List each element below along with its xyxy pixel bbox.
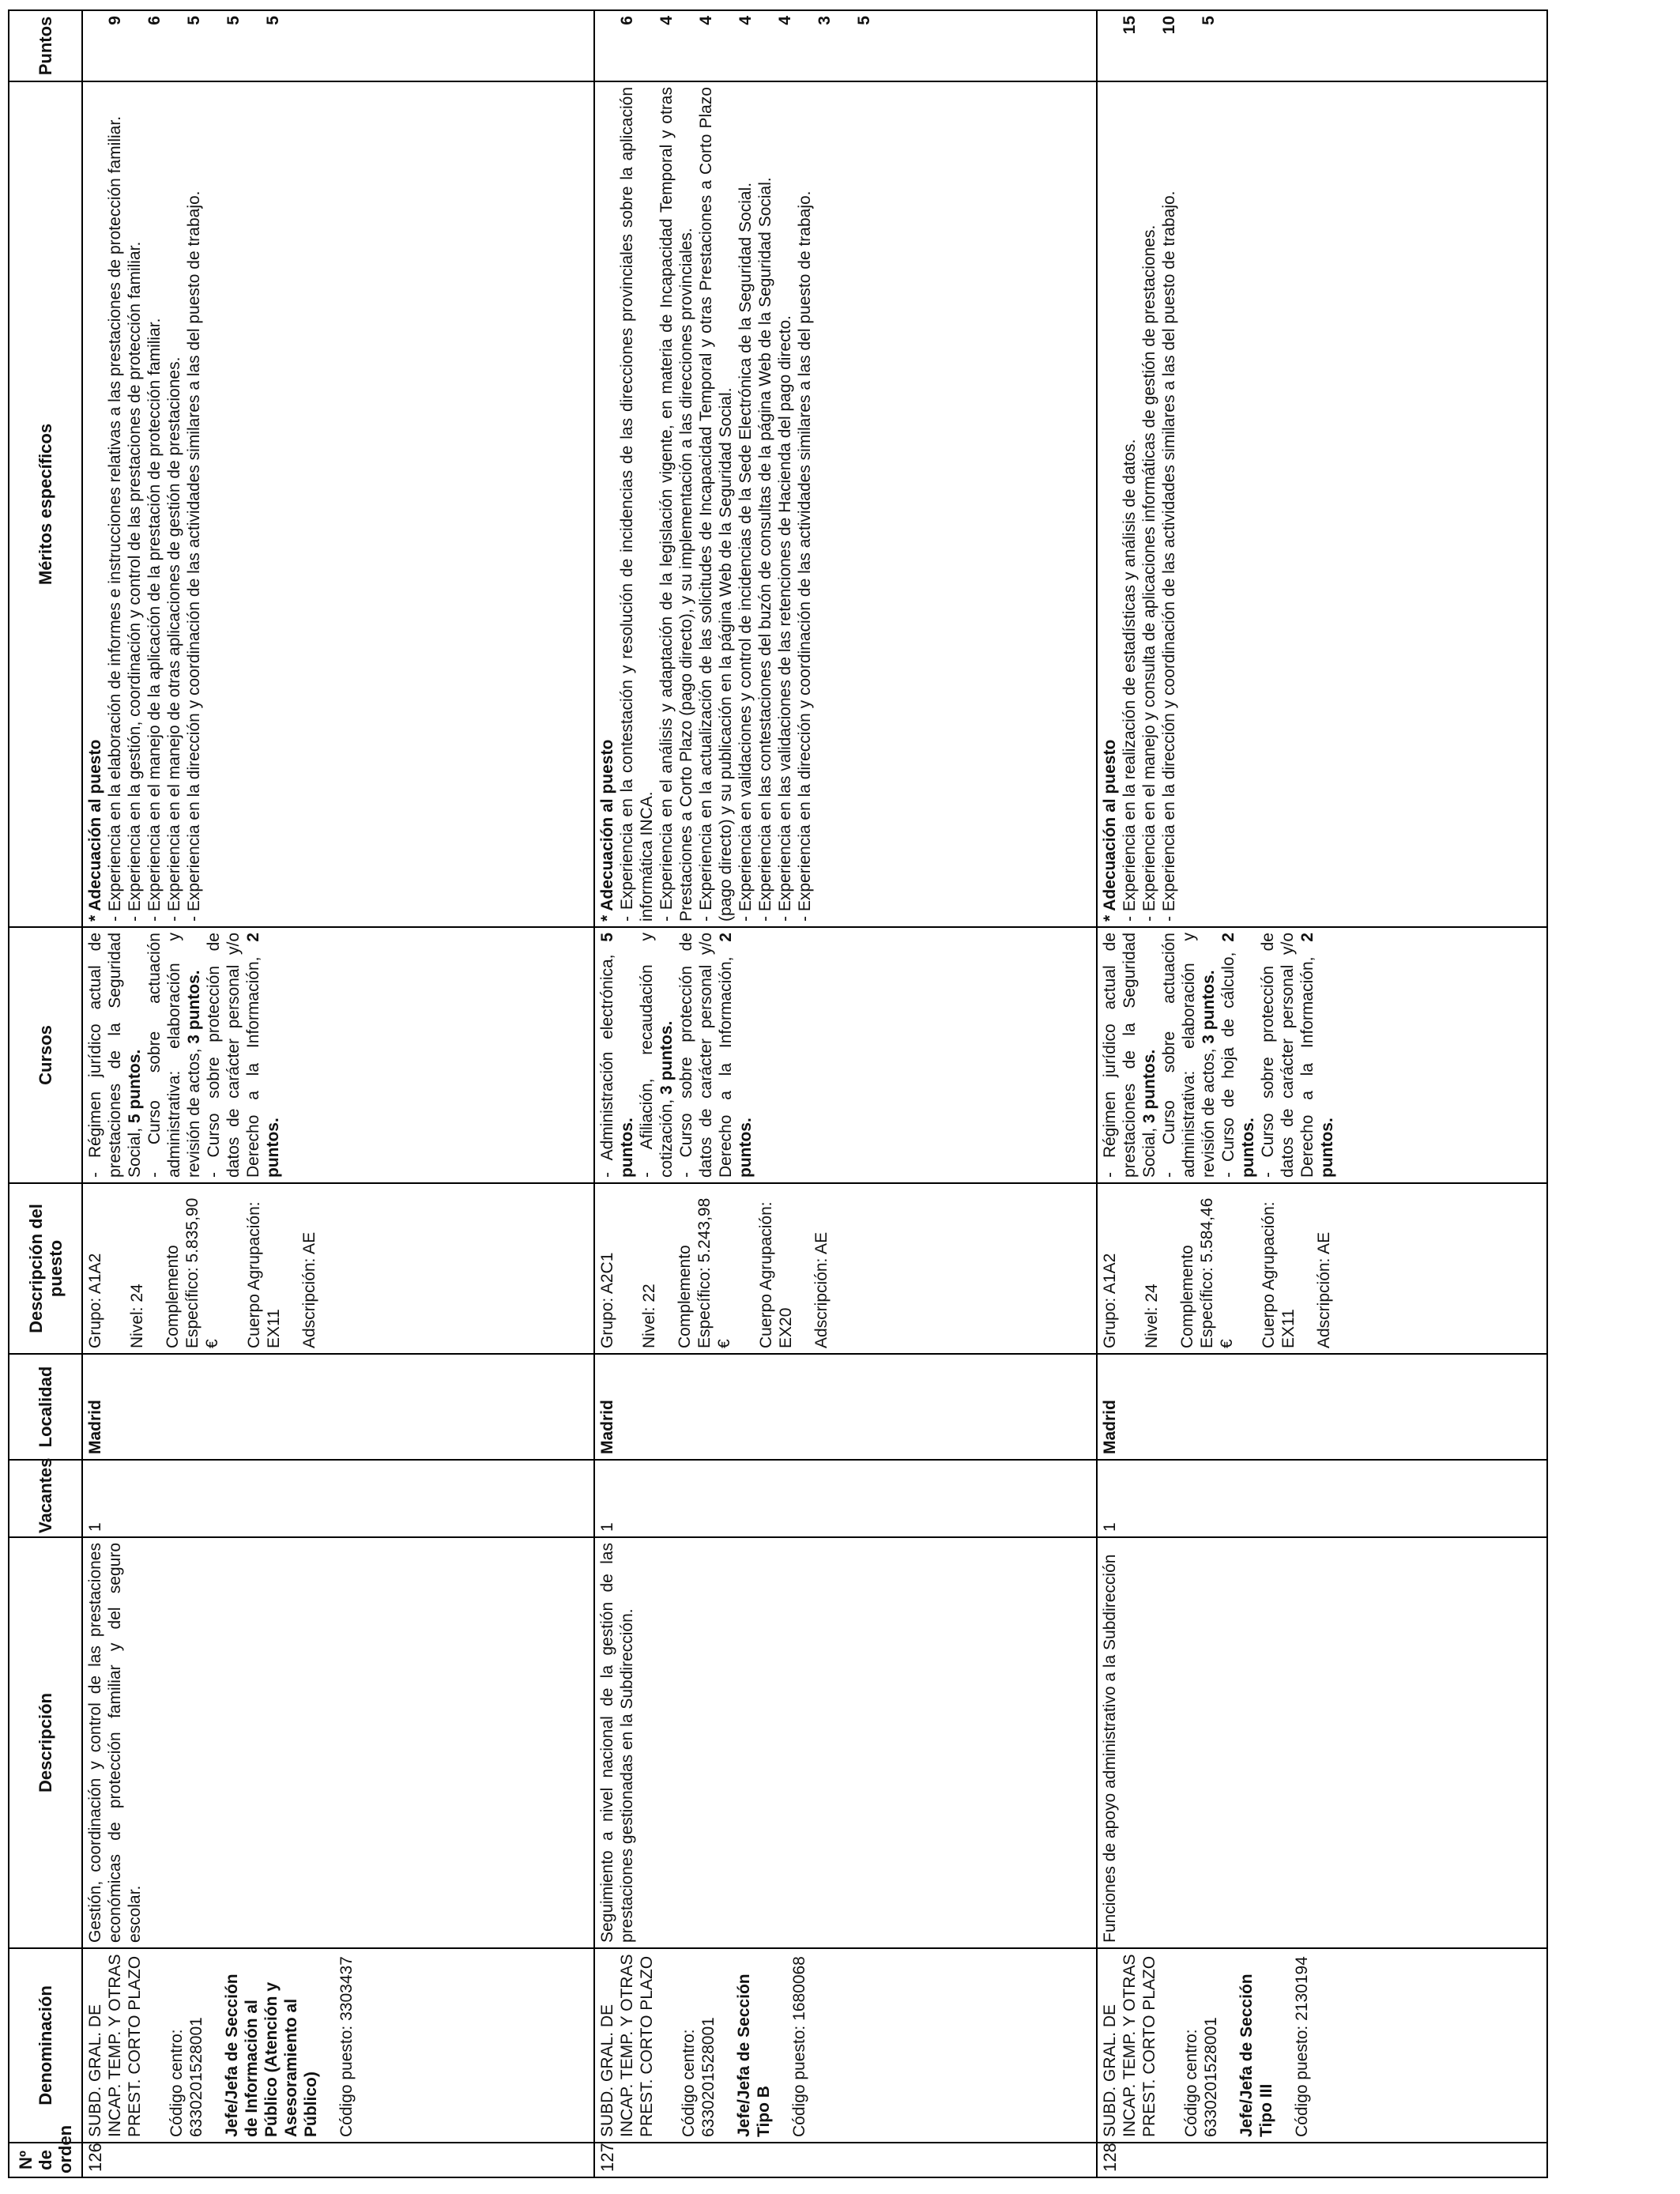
curso-text: - Curso sobre protección de datos de carácter personal y/o Derecho a la Información, <box>677 933 735 1178</box>
header-descripcion: Descripción <box>9 1537 82 1948</box>
localidad-cell: Madrid <box>594 1354 1097 1460</box>
merito-item: - Experiencia en el manejo y consulta de aplicaciones informáticas de gestión de prestaciones. <box>1140 224 1158 922</box>
orden-cell: 128 <box>1097 2143 1547 2177</box>
vacantes-cell: 1 <box>594 1460 1097 1537</box>
unidad-text: SUBD. GRAL. DE INCAP. TEMP. Y OTRAS PREST. CORTO PLAZO <box>1101 1954 1158 2137</box>
curso-points: 2 puntos. <box>244 933 282 1178</box>
merito-item: - Experiencia en el análisis y adaptación de la legislación vigente, en materia de Incapacidad Temporal y otras Prestaciones a Corto Plazo (pago directo), y su implementación a las direcciones provinciales. <box>657 87 695 922</box>
table-row <box>594 10 1097 2177</box>
vacancies-table <box>8 9 1548 2178</box>
descripcion-puesto-cell <box>82 1183 594 1354</box>
punto-value: 5 <box>855 16 873 25</box>
localidad-cell: Madrid <box>82 1354 594 1460</box>
codigo-puesto: Código puesto: 2130194 <box>1293 1956 1311 2137</box>
header-puntos: Puntos <box>9 10 82 81</box>
puesto-title: Jefe/Jefa de Sección Tipo B <box>735 1973 773 2137</box>
complemento-text: Complemento Específico: 5.835,90 € <box>164 1197 221 1348</box>
table-row <box>1097 10 1547 2177</box>
curso-item <box>1258 933 1337 1178</box>
merito-item: - Experiencia en las contestaciones del buzón de consultas de la página Web de la Seguridad Social. <box>756 177 774 922</box>
punto-value: 6 <box>618 16 636 25</box>
curso-points: 5 puntos. <box>126 1049 144 1124</box>
curso-item <box>145 933 204 1178</box>
nivel-text: Nivel: 24 <box>128 1284 146 1348</box>
curso-item <box>1100 933 1159 1178</box>
merito-item: - Experiencia en la actualización de las solicitudes de Incapacidad Temporal y otras Prestaciones a Corto Plazo (pago directo) y su publicación en la página Web de la Seguridad Social. <box>697 87 735 922</box>
puntos-cell <box>1097 10 1547 81</box>
curso-item <box>597 933 637 1178</box>
curso-item <box>1219 933 1258 1178</box>
curso-text: - Curso de hoja de cálculo, <box>1219 941 1237 1178</box>
denominacion-cell <box>1097 1948 1547 2143</box>
descripcion-puesto-cell <box>1097 1183 1547 1354</box>
agrupacion-text: Cuerpo Agrupación: EX11 <box>1260 1201 1298 1348</box>
meritos-cell <box>594 81 1097 927</box>
punto-value: 4 <box>736 16 755 25</box>
punto-value: 4 <box>776 16 794 25</box>
nivel-text: Nivel: 24 <box>1143 1284 1161 1348</box>
header-meritos: Méritos específicos <box>9 81 82 927</box>
descripcion-cell: Seguimiento a nivel nacional de la gestión de las prestaciones gestionadas en la Subdirección. <box>594 1537 1097 1948</box>
agrupacion-text: Cuerpo Agrupación: EX11 <box>245 1201 283 1348</box>
orden-cell: 127 <box>594 2143 1097 2177</box>
curso-points: 3 puntos. <box>1200 970 1218 1044</box>
header-descripcion-puesto: Descripción del puesto <box>9 1183 82 1354</box>
curso-points: 3 puntos. <box>1140 1049 1158 1124</box>
curso-text: - Curso sobre actuación administrativa: elaboración y revisión de actos, <box>1160 933 1218 1178</box>
descripcion-cell: Gestión, coordinación y control de las prestaciones económicas de protección familiar y del seguro escolar. <box>82 1537 594 1948</box>
puesto-title: Jefe/Jefa de Sección Tipo III <box>1237 1973 1275 2137</box>
merito-item: - Experiencia en la dirección y coordinación de las actividades similares a las del puesto de trabajo. <box>1160 190 1178 922</box>
merito-item: - Experiencia en validaciones y control de incidencias de la Sede Electrónica de la Seguridad Social. <box>736 182 755 922</box>
vacantes-cell: 1 <box>1097 1460 1547 1537</box>
merito-item: - Experiencia en la contestación y resolución de incidencias de las direcciones provinciales sobre la aplicación informática INCA. <box>618 87 656 922</box>
punto-value: 5 <box>1200 16 1218 25</box>
curso-item <box>1159 933 1219 1178</box>
curso-points: 2 puntos. <box>717 933 755 1178</box>
merito-item: - Experiencia en la elaboración de informes e instrucciones relativas a las prestaciones de protección familiar. <box>106 115 124 922</box>
codigo-centro: Código centro: 6330201528001 <box>168 2017 205 2137</box>
punto-value: 15 <box>1121 16 1139 35</box>
curso-item <box>637 933 676 1178</box>
curso-item <box>676 933 755 1178</box>
curso-points: 3 puntos. <box>657 1020 676 1095</box>
complemento-text: Complemento Específico: 5.243,98 € <box>676 1197 733 1348</box>
descripcion-cell: Funciones de apoyo administrativo a la Subdirección <box>1097 1537 1547 1948</box>
puntos-cell <box>82 10 594 81</box>
punto-value: 4 <box>657 16 676 25</box>
cursos-cell <box>1097 927 1547 1183</box>
curso-item <box>204 933 283 1178</box>
header-vacantes: Vacantes <box>9 1460 82 1537</box>
adscripcion-text: Adscripción: AE <box>300 1231 318 1348</box>
curso-text: - Régimen jurídico actual de prestaciones de la Seguridad Social, <box>1101 933 1158 1178</box>
merito-item: - Experiencia en la dirección y coordinación de las actividades similares a las del puesto de trabajo. <box>185 190 203 922</box>
curso-text: - Régimen jurídico actual de prestaciones de la Seguridad Social, <box>86 933 144 1178</box>
vacantes-cell: 1 <box>82 1460 594 1537</box>
orden-cell: 126 <box>82 2143 594 2177</box>
meritos-title: * Adecuación al puesto <box>1101 739 1119 922</box>
denominacion-cell <box>594 1948 1097 2143</box>
punto-value: 5 <box>224 16 243 25</box>
punto-value: 3 <box>816 16 834 25</box>
table-body <box>82 10 1547 2177</box>
descripcion-puesto-cell <box>594 1183 1097 1354</box>
codigo-centro: Código centro: 6330201528001 <box>680 2017 718 2137</box>
codigo-centro: Código centro: 6330201528001 <box>1182 2017 1220 2137</box>
curso-text: - Administración electrónica, <box>598 941 616 1178</box>
curso-text: - Afiliación, recaudación y cotización, <box>638 933 676 1178</box>
puesto-title: Jefe/Jefa de Sección de Información al Público (Atención y Asesoramiento al Público) <box>223 1973 320 2137</box>
header-row <box>9 10 82 2177</box>
merito-item: - Experiencia en el manejo de la aplicación de la prestación de protección familiar. <box>145 318 164 922</box>
punto-value: 6 <box>145 16 164 25</box>
complemento-text: Complemento Específico: 5.584,46 € <box>1178 1197 1236 1348</box>
table-row <box>82 10 594 2177</box>
unidad-text: SUBD. GRAL. DE INCAP. TEMP. Y OTRAS PREST. CORTO PLAZO <box>598 1954 656 2137</box>
header-orden: Nº de orden <box>9 2143 82 2177</box>
merito-item: - Experiencia en el manejo de otras aplicaciones de gestión de prestaciones. <box>165 356 183 922</box>
puntos-cell <box>594 10 1097 81</box>
header-cursos: Cursos <box>9 927 82 1183</box>
codigo-puesto: Código puesto: 3303437 <box>337 1956 356 2137</box>
agrupacion-text: Cuerpo Agrupación: EX20 <box>757 1201 795 1348</box>
punto-value: 5 <box>185 16 203 25</box>
curso-points: 2 puntos. <box>1298 933 1336 1178</box>
codigo-puesto: Código puesto: 1680068 <box>790 1956 808 2137</box>
adscripcion-text: Adscripción: AE <box>1315 1231 1333 1348</box>
grupo-text: Grupo: A1A2 <box>86 1253 104 1348</box>
merito-item: - Experiencia en la dirección y coordinación de las actividades similares a las del puesto de trabajo. <box>796 190 814 922</box>
denominacion-cell <box>82 1948 594 2143</box>
meritos-cell <box>82 81 594 927</box>
curso-text: - Curso sobre actuación administrativa: elaboración y revisión de actos, <box>145 933 203 1178</box>
punto-value: 5 <box>264 16 282 25</box>
meritos-title: * Adecuación al puesto <box>86 739 104 922</box>
meritos-cell <box>1097 81 1547 927</box>
curso-points: 3 puntos. <box>185 970 203 1044</box>
punto-value: 4 <box>697 16 715 25</box>
unidad-text: SUBD. GRAL. DE INCAP. TEMP. Y OTRAS PREST. CORTO PLAZO <box>86 1954 144 2137</box>
grupo-text: Grupo: A2C1 <box>598 1252 616 1348</box>
curso-points: 2 puntos. <box>1219 933 1257 1178</box>
header-denominacion: Denominación <box>9 1948 82 2143</box>
cursos-cell <box>82 927 594 1183</box>
merito-item: - Experiencia en la gestión, coordinación y control de las prestaciones de protección familiar. <box>126 241 144 922</box>
curso-points: 5 puntos. <box>598 933 636 1178</box>
punto-value: 10 <box>1160 16 1178 35</box>
curso-item <box>85 933 145 1178</box>
localidad-cell: Madrid <box>1097 1354 1547 1460</box>
header-localidad: Localidad <box>9 1354 82 1460</box>
curso-text: - Curso sobre protección de datos de carácter personal y/o Derecho a la Información, <box>205 933 262 1178</box>
merito-item: - Experiencia en la realización de estadísticas y análisis de datos. <box>1121 439 1139 922</box>
cursos-cell <box>594 927 1097 1183</box>
adscripcion-text: Adscripción: AE <box>812 1231 831 1348</box>
meritos-title: * Adecuación al puesto <box>598 739 616 922</box>
grupo-text: Grupo: A1A2 <box>1101 1253 1119 1348</box>
nivel-text: Nivel: 22 <box>640 1284 658 1348</box>
merito-item: - Experiencia en las validaciones de las retenciones de Hacienda del pago directo. <box>776 315 794 922</box>
curso-text: - Curso sobre protección de datos de carácter personal y/o Derecho a la Información, <box>1259 933 1317 1178</box>
punto-value: 9 <box>106 16 124 25</box>
